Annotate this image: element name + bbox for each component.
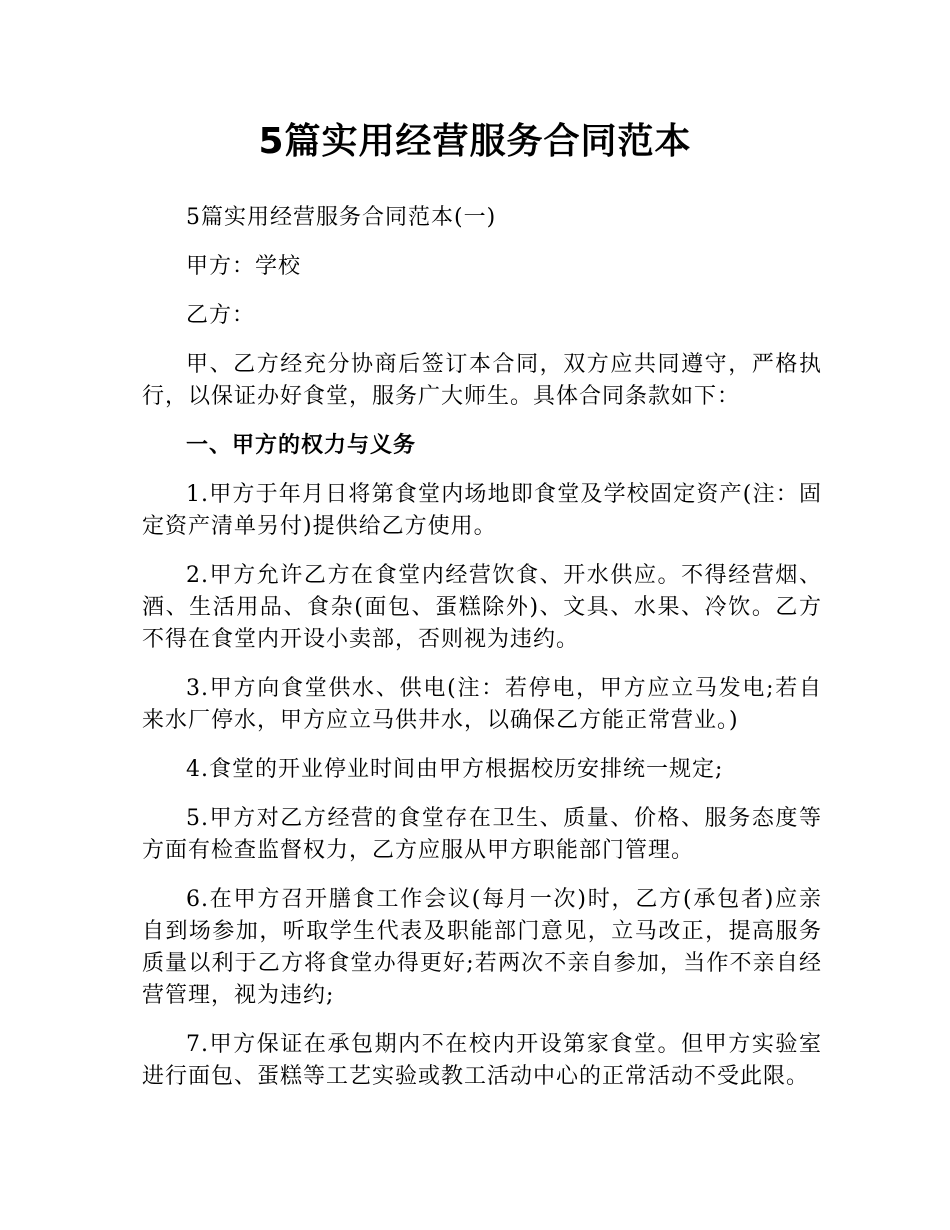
- document-title: 5篇实用经营服务合同范本: [258, 121, 692, 162]
- clause-paragraph: 5.甲方对乙方经营的食堂存在卫生、质量、价格、服务态度等方面有检查监督权力，乙方应服从甲方职能部门管理。: [142, 806, 822, 863]
- party-b-line: 乙方：: [186, 303, 256, 328]
- section-heading: 一、甲方的权力与义务: [186, 433, 417, 458]
- clause-paragraph: 6.在甲方召开膳食工作会议(每月一次)时，乙方(承包者)应亲自到场参加，听取学生代表及职能部门意见，立马改正，提高服务质量以利于乙方将食堂办得更好;若两次不亲自参加，当作不亲自经营管理，视为违约;: [142, 887, 822, 1008]
- subtitle-paragraph: 5篇实用经营服务合同范本(一): [186, 205, 497, 230]
- clause-paragraph: 2.甲方允许乙方在食堂内经营饮食、开水供应。不得经营烟、酒、生活用品、食杂(面包、蛋糕除外)、文具、水果、冷饮。乙方不得在食堂内开设小卖部，否则视为违约。: [142, 563, 822, 652]
- clause-paragraph: 7.甲方保证在承包期内不在校内开设第家食堂。但甲方实验室进行面包、蛋糕等工艺实验或教工活动中心的正常活动不受此限。: [142, 1032, 822, 1089]
- clause-paragraph: 4.食堂的开业停业时间由甲方根据校历安排统一规定;: [186, 757, 724, 782]
- preamble-paragraph: 甲、乙方经充分协商后签订本合同，双方应共同遵守，严格执行，以保证办好食堂，服务广大师生。具体合同条款如下：: [142, 352, 822, 409]
- clause-paragraph: 1.甲方于年月日将第食堂内场地即食堂及学校固定资产(注：固定资产清单另付)提供给乙方使用。: [142, 482, 822, 539]
- document-body: [142, 202, 822, 1110]
- clause-paragraph: 3.甲方向食堂供水、供电(注：若停电，甲方应立马发电;若自来水厂停水，甲方应立马供井水，以确保乙方能正常营业。): [142, 676, 822, 733]
- party-a-line: 甲方：学校: [186, 254, 302, 279]
